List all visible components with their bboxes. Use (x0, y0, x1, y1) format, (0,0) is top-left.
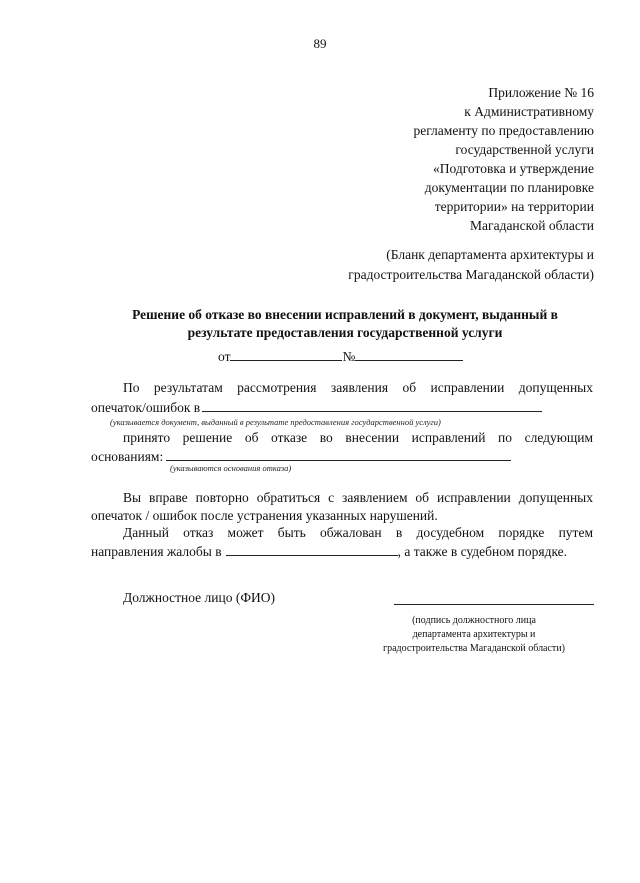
paragraph-2-line-2 (91, 448, 511, 465)
document-blank-line[interactable] (202, 399, 542, 412)
letterhead-line-1: (Бланк департамента архитектуры и (386, 247, 594, 262)
appendix-line: территории» на территории (434, 199, 594, 214)
date-blank-line[interactable] (230, 348, 342, 361)
signature-line[interactable] (394, 604, 594, 605)
grounds-blank-line[interactable] (166, 448, 511, 461)
appendix-line: «Подготовка и утверждение (433, 161, 594, 176)
signature-caption-line-3: градостроительства Магаданской области) (382, 643, 565, 654)
appendix-line: к Административному (464, 104, 594, 119)
paragraph-1-line-1: По результатам рассмотрения заявления об исправлении допущенных (123, 380, 593, 395)
appendix-header (274, 83, 594, 235)
grounds-label: основаниям: (91, 449, 164, 464)
court-text: , а также в судебном порядке. (397, 544, 568, 559)
appendix-line: государственной услуги (455, 142, 594, 157)
grounds-hint: (указываются основания отказа) (170, 463, 292, 473)
appendix-line: Приложение № 16 (488, 85, 594, 100)
paragraph-1-line-2 (91, 399, 542, 416)
letterhead-note (234, 245, 594, 285)
signature-caption-line-2: департамента архитектуры и (412, 629, 536, 640)
document-title (110, 306, 580, 342)
appendix-line: Магаданской области (470, 218, 594, 233)
date-number-line (218, 348, 463, 365)
title-line-2: результате предоставления государственной услуги (187, 325, 503, 340)
paragraph-2-line-1: принято решение об отказе во внесении исправлений по следующим (123, 430, 593, 445)
appendix-line: регламенту по предоставлению (413, 123, 594, 138)
number-label: № (342, 349, 356, 364)
letterhead-line-2: градостроительства Магаданской области) (348, 267, 594, 282)
official-label: Должностное лицо (ФИО) (123, 590, 276, 605)
page-number: 89 (313, 36, 327, 51)
document-hint: (указывается документ, выданный в результате предоставления государственной услуги) (110, 417, 441, 427)
complaint-blank-line[interactable] (226, 543, 398, 556)
number-blank-line[interactable] (355, 348, 463, 361)
errors-in-label: опечаток/ошибок в (91, 400, 201, 415)
paragraph-3-line-2: опечаток / ошибок после устранения указанных нарушений. (91, 508, 438, 523)
date-label: от (218, 349, 231, 364)
signature-caption-line-1: (подпись должностного лица (412, 615, 536, 626)
paragraph-4-line-1: Данный отказ может быть обжалован в досудебном порядке путем (123, 525, 593, 540)
paragraph-4-line-2 (91, 543, 567, 560)
complaint-label: направления жалобы в (91, 544, 222, 559)
appendix-line: документации по планировке (424, 180, 594, 195)
paragraph-3-line-1: Вы вправе повторно обратиться с заявлением об исправлении допущенных (123, 490, 593, 505)
signature-caption (354, 614, 594, 656)
title-line-1: Решение об отказе во внесении исправлений в документ, выданный в (132, 307, 558, 322)
